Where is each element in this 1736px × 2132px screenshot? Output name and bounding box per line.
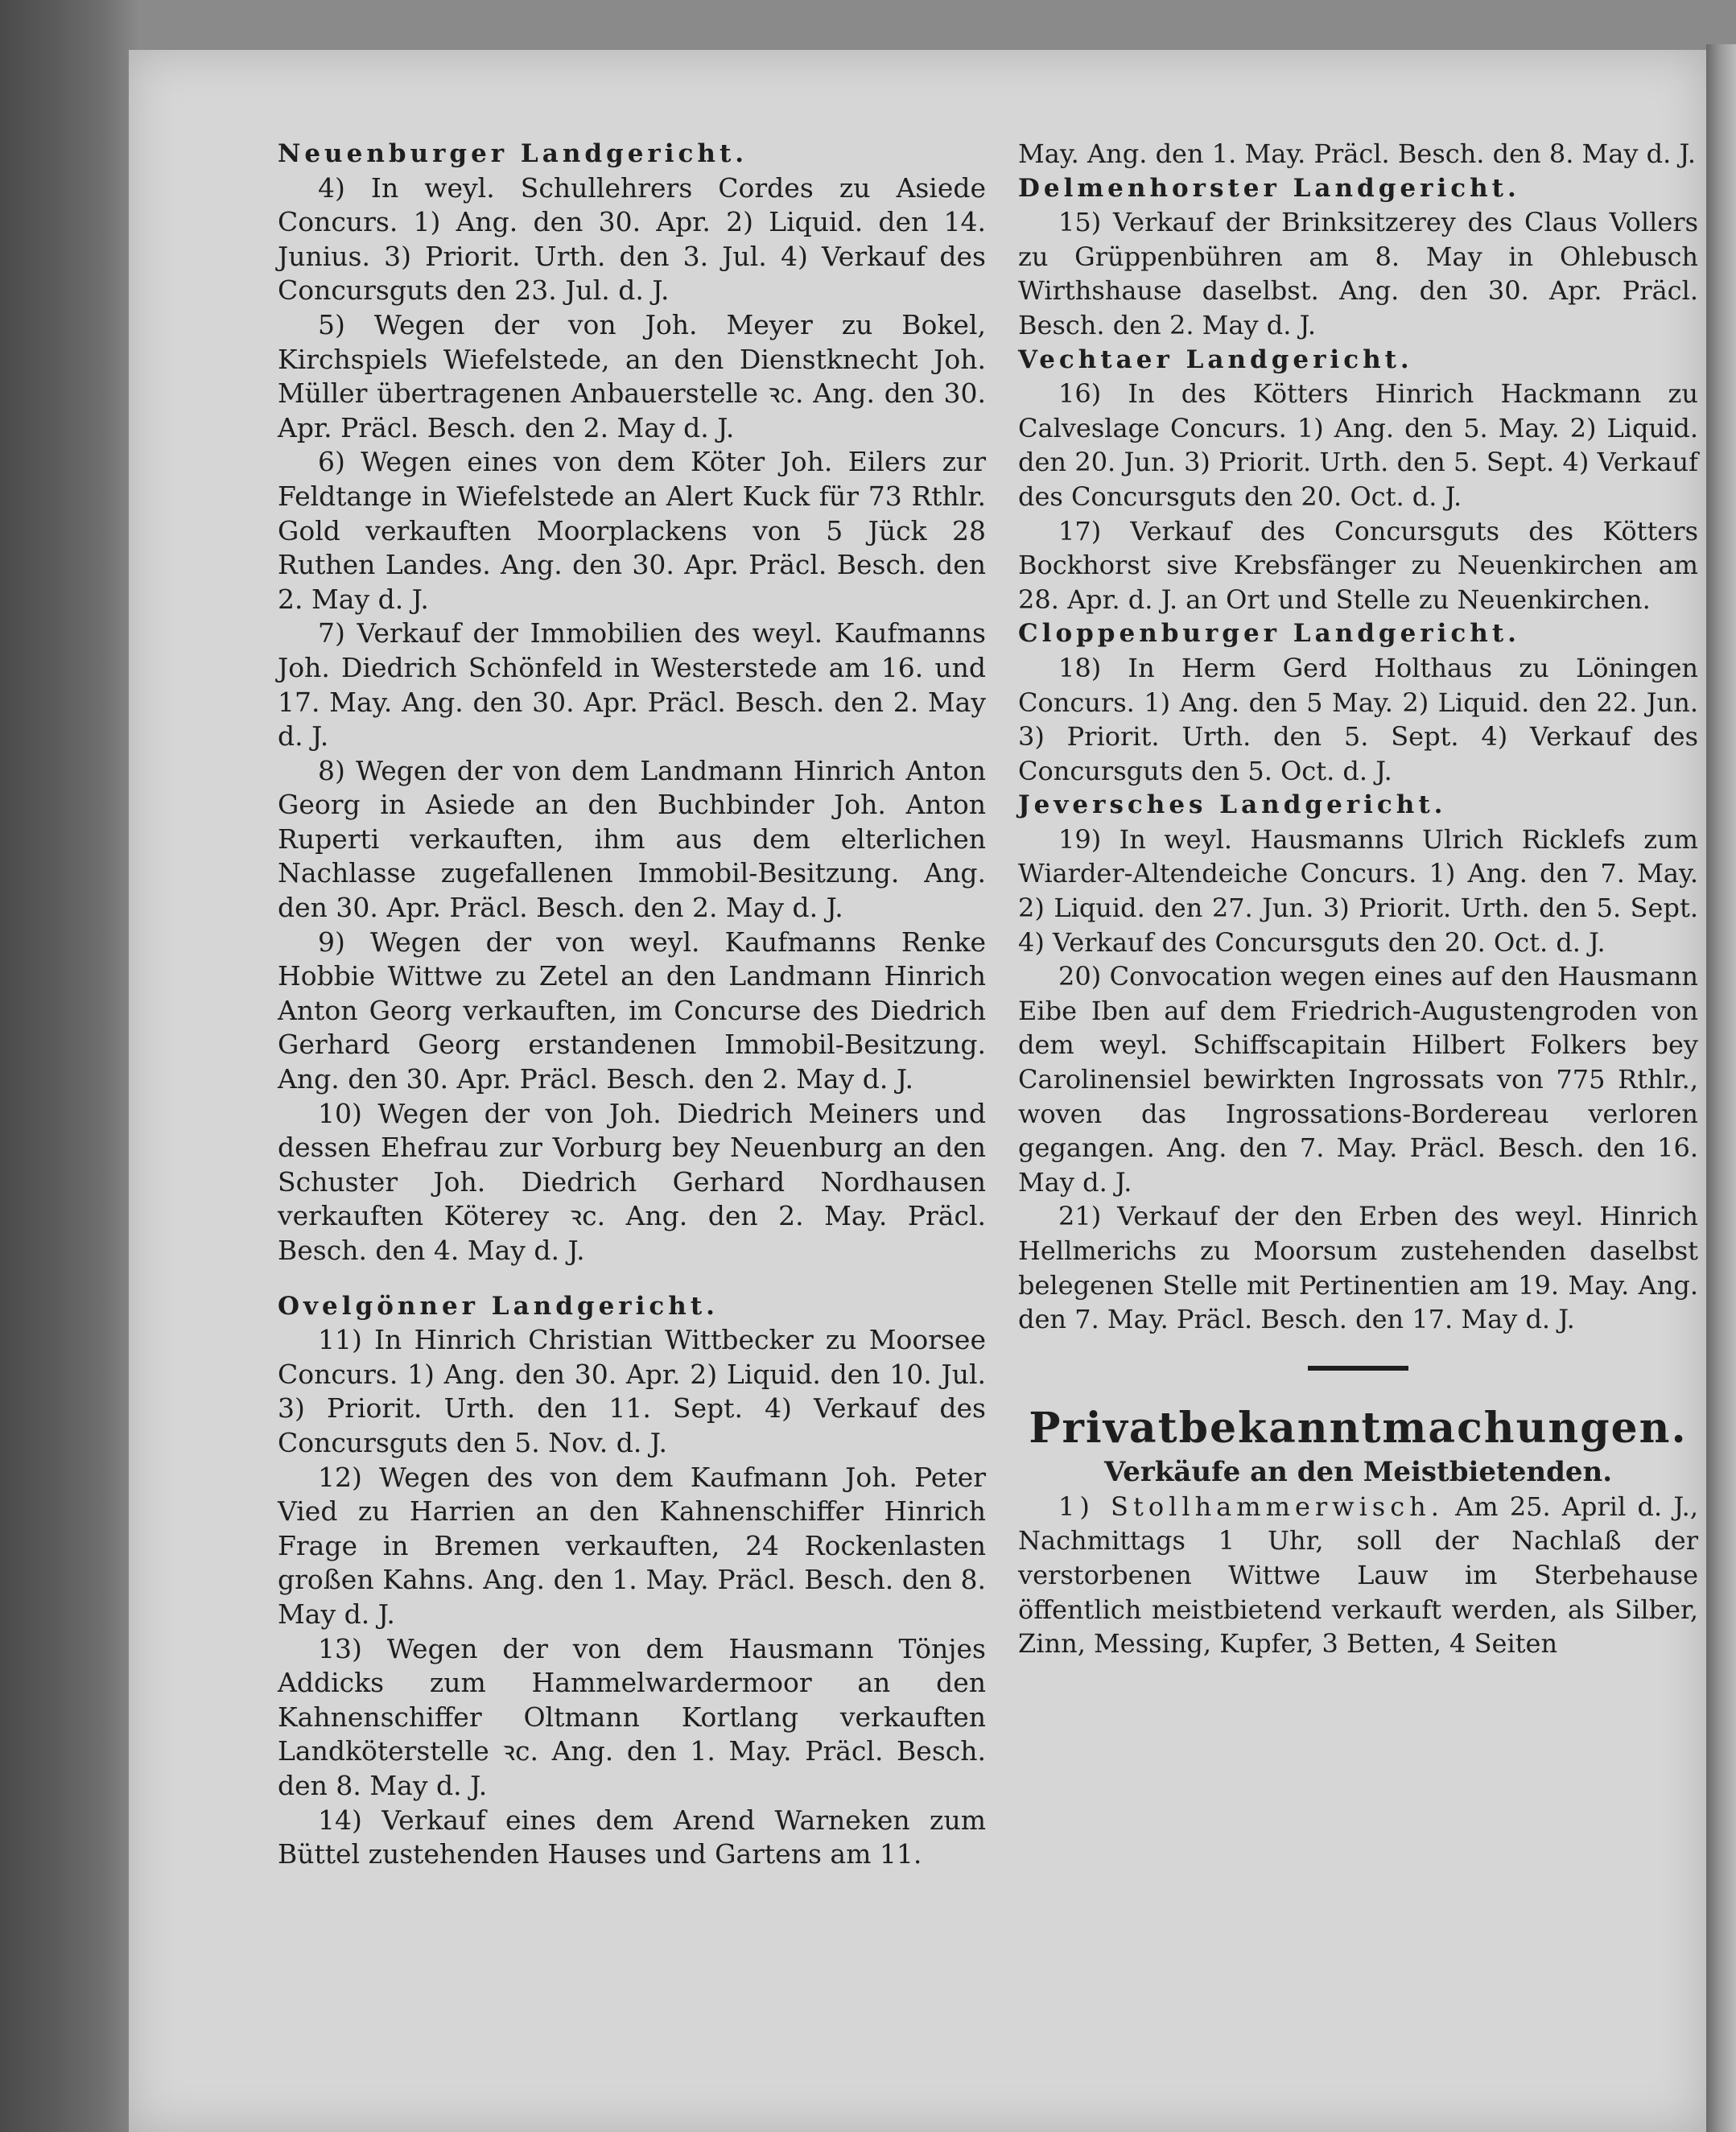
entry-12: 12) Wegen des von dem Kaufmann Joh. Peter Vied zu Harrien an den Kahnenschiffer Hinrich Frage in Bremen verkauften, 24 Rockenlasten großen Kahns. Ang. den 1. May. Präcl. Besch. den 8. May d. J.: [278, 1461, 986, 1630]
court-heading-ovelgoenne: Ovelgönner Landgericht.: [278, 1291, 719, 1321]
entry-10: 10) Wegen der von Joh. Diedrich Meiners und dessen Ehefrau zur Vorburg bey Neuenburg an den Schuster Joh. Diedrich Gerhard Nordhausen verkauften Köterey ꝛc. Ang. den 2. May. Präcl. Besch. den 4. May d. J.: [278, 1097, 986, 1266]
entry-18: 18) In Herm Gerd Holthaus zu Löningen Concurs. 1) Ang. den 5 May. 2) Liquid. den 22. Jun. 3) Priorit. Urth. den 5. Sept. 4) Verkauf des Concursguts den 5. Oct. d. J.: [1018, 652, 1698, 786]
entry-15: 15) Verkauf der Brinksitzerey des Claus Vollers zu Grüppenbühren am 8. May in Ohlebusch Wirthshause daselbst. Ang. den 30. Apr. Präcl. Besch. den 2. May d. J.: [1018, 207, 1698, 340]
entry-17: 17) Verkauf des Concursguts des Kötters Bockhorst sive Krebsfänger zu Neuenkirchen am 28. Apr. d. J. an Ort und Stelle zu Neuenkirchen.: [1018, 515, 1698, 615]
entry-13: 13) Wegen der von dem Hausmann Tönjes Addicks zum Hammelwardermoor an den Kahnenschiffer Oltmann Kortlang verkauften Landköterstelle ꝛc. Ang. den 1. May. Präcl. Besch. den 8. May d. J.: [278, 1632, 986, 1801]
heading-sales: Verkäufe an den Meistbietenden.: [1103, 1455, 1613, 1488]
court-heading-cloppenburg: Cloppenburger Landgericht.: [1018, 619, 1520, 649]
sale-1-text: Am 25. April d. J., Nachmittags 1 Uhr, soll der Nachlaß der verstorbenen Wittwe Lauw im Sterbehause öffentlich meistbietend verkauft werden, als Silber, Zinn, Messing, Kupfer, 3 Betten, 4 Seiten: [1018, 1491, 1699, 1660]
sale-1-place: 1) Stollhammerwisch.: [1058, 1491, 1444, 1522]
court-heading-vechta: Vechtaer Landgericht.: [1018, 344, 1413, 374]
entry-14: 14) Verkauf eines dem Arend Warneken zum Büttel zustehenden Hauses und Gartens am 11.: [278, 1804, 986, 1870]
entry-7: 7) Verkauf der Immobilien des weyl. Kaufmanns Joh. Diedrich Schönfeld in Westerstede am 16. und 17. May. Ang. den 30. Apr. Präcl. Besch. den 2. May d. J.: [278, 617, 986, 753]
entry-4: 4) In weyl. Schullehrers Cordes zu Asiede Concurs. 1) Ang. den 30. Apr. 2) Liquid. den 14. Junius. 3) Priorit. Urth. den 3. Jul. 4) Verkauf des Concursguts den 23. Jul. d. J.: [278, 171, 986, 307]
entry-19: 19) In weyl. Hausmanns Ulrich Ricklefs zum Wiarder-Altendeiche Concurs. 1) Ang. den 7. May. 2) Liquid. den 27. Jun. 3) Priorit. Urth. den 5. Sept. 4) Verkauf des Concursguts den 20. Oct. d. J.: [1018, 823, 1698, 958]
page-edge: [1706, 44, 1736, 2132]
court-heading-delmenhorst: Delmenhorster Landgericht.: [1018, 173, 1520, 203]
left-column: [278, 137, 986, 1872]
court-heading-neuenburg: Neuenburger Landgericht.: [278, 139, 748, 168]
heading-private-announcements: Privatbekanntmachungen.: [1029, 1403, 1688, 1453]
entry-6: 6) Wegen eines von dem Köter Joh. Eilers zur Feldtange in Wiefelstede an Alert Kuck für 73 Rthlr. Gold verkauften Moorplackens von 5 Jück 28 Ruthen Landes. Ang. den 30. Apr. Präcl. Besch. den 2. May d. J.: [278, 446, 986, 615]
entry-20: 20) Convocation wegen eines auf den Hausmann Eibe Iben auf dem Friedrich-Augustengroden von dem weyl. Schiffscapitain Hilbert Folkers bey Carolinensiel bewirkten Ingrossats von 775 Rthlr., woven das Ingrossations-Bordereau verloren gegangen. Ang. den 7. May. Präcl. Besch. den 16. May d. J.: [1018, 961, 1698, 1198]
entry-5: 5) Wegen der von Joh. Meyer zu Bokel, Kirchspiels Wiefelstede, an den Dienstknecht Joh. Müller übertragenen Anbauerstelle ꝛc. Ang. den 30. Apr. Präcl. Besch. den 2. May d. J.: [278, 308, 986, 443]
section-divider: [1308, 1366, 1408, 1371]
entry-11: 11) In Hinrich Christian Wittbecker zu Moorsee Concurs. 1) Ang. den 30. Apr. 2) Liquid. den 10. Jul. 3) Priorit. Urth. den 11. Sept. 4) Verkauf des Concursguts den 5. Nov. d. J.: [278, 1324, 986, 1458]
right-column: [1018, 137, 1698, 1661]
entry-14-continued: May. Ang. den 1. May. Präcl. Besch. den 8. May d. J.: [1018, 138, 1696, 169]
sale-1: [1018, 1490, 1698, 1661]
entry-9: 9) Wegen der von weyl. Kaufmanns Renke Hobbie Wittwe zu Zetel an den Landmann Hinrich Anton Georg verkauften, im Concurse des Diedrich Gerhard Georg erstandenen Immobil-Besitzung. Ang. den 30. Apr. Präcl. Besch. den 2. May d. J.: [278, 926, 986, 1095]
court-heading-jever: Jeversches Landgericht.: [1018, 790, 1447, 820]
entry-16: 16) In des Kötters Hinrich Hackmann zu Calveslage Concurs. 1) Ang. den 5. May. 2) Liquid. den 20. Jun. 3) Priorit. Urth. den 5. Sept. 4) Verkauf des Concursguts den 20. Oct. d. J.: [1018, 378, 1698, 512]
entry-21: 21) Verkauf der den Erben des weyl. Hinrich Hellmerichs zu Moorsum zustehenden daselbst belegenen Stelle mit Pertinentien am 19. May. Ang. den 7. May. Präcl. Besch. den 17. May d. J.: [1018, 1201, 1698, 1335]
entry-8: 8) Wegen der von dem Landmann Hinrich Anton Georg in Asiede an den Buchbinder Joh. Anton Ruperti verkauften, ihm aus dem elterlichen Nachlasse zugefallenen Immobil-Besitzung. Ang. den 30. Apr. Präcl. Besch. den 2. May d. J.: [278, 754, 986, 924]
